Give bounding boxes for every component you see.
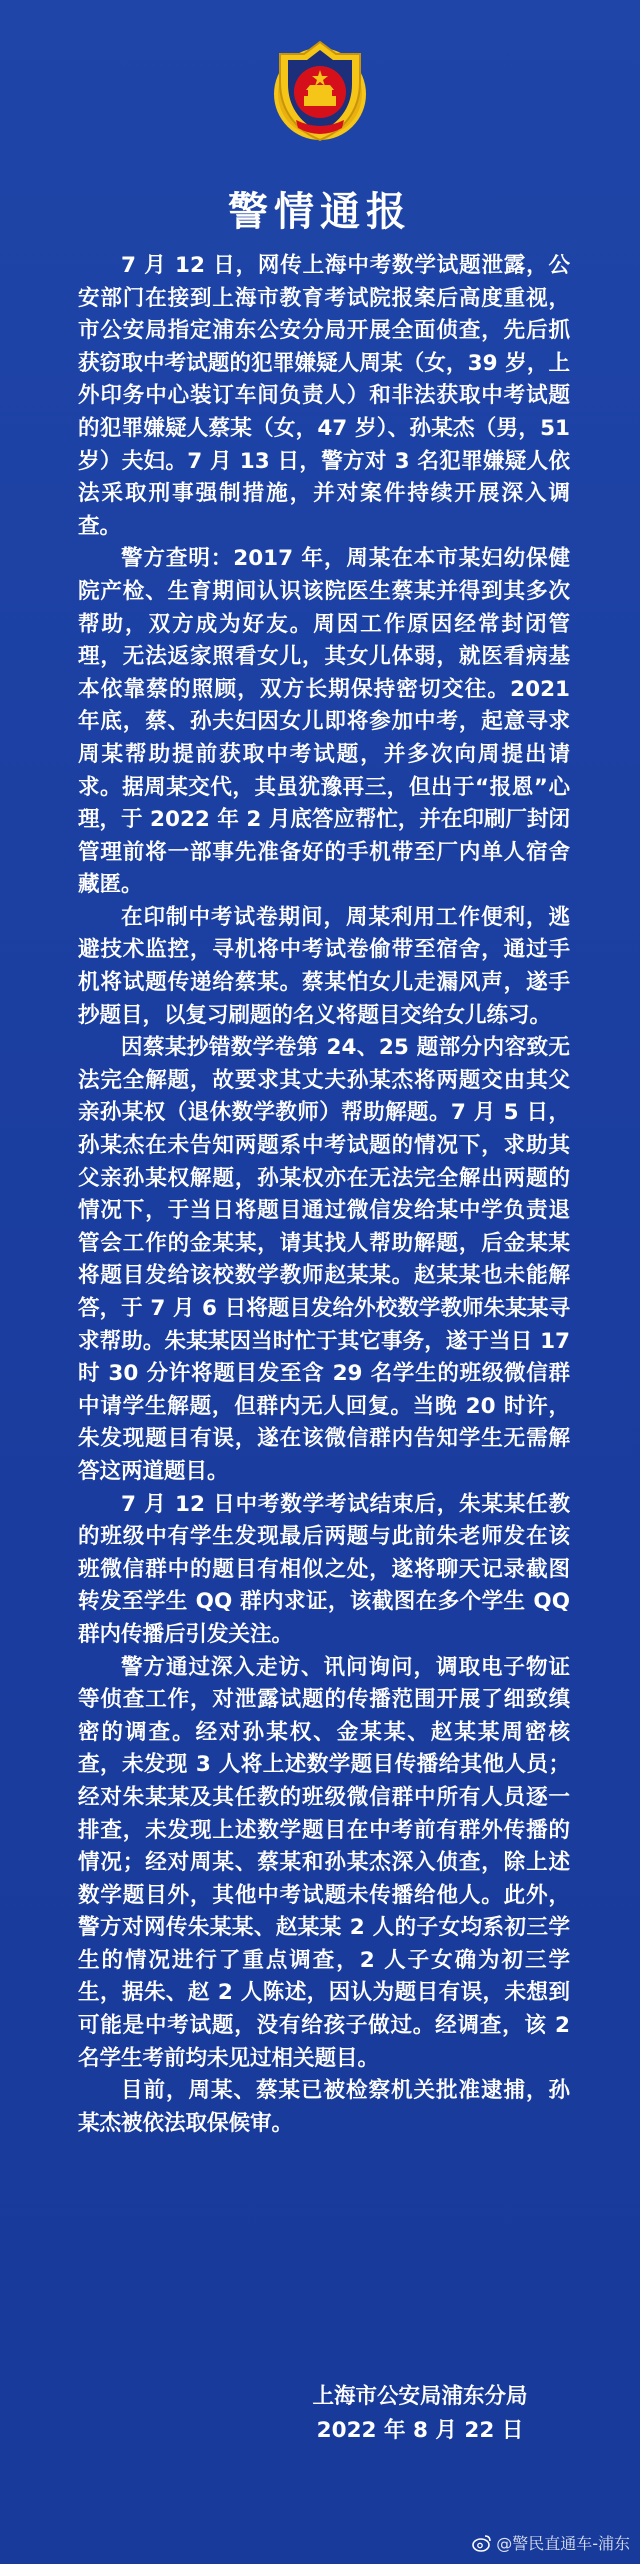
- watermark: [472, 2531, 630, 2554]
- paragraph: 目前，周某、蔡某已被检察机关批准逮捕，孙某杰被依法取保候审。: [78, 2078, 570, 2136]
- signature-block: [260, 2380, 580, 2448]
- paragraph: 警方通过深入走访、讯问询问，调取电子物证等侦查工作，对泄露试题的传播范围开展了细致缜密的调查。经对孙某权、金某某、赵某某周密核查，未发现 3 人将上述数学题目传播给其他人员；经对朱某某及其任教的班级微信群中所有人员逐一排查，未发现上述数学题目在中考前有群外传播的情况；经对周某、蔡某和孙某杰深入侦查，除上述数学题目外，其他中考试题未传播给他人。此外，警方对网传朱某某、赵某某 2 人的子女均系初三学生的情况进行了重点调查，2 人子女确为初三学生，据朱、赵 2 人陈述，因认为题目有误，未想到可能是中考试题，没有给孩子做过。经调查，该 2 名学生考前均未见过相关题目。: [78, 1654, 570, 2071]
- paragraph: 7 月 12 日中考数学考试结束后，朱某某任教的班级中有学生发现最后两题与此前朱老师发在该班微信群中的题目有相似之处，遂将聊天记录截图转发至学生 QQ 群内求证，该截图在多个学生 QQ 群内传播后引发关注。: [78, 1491, 570, 1647]
- police-emblem-icon: [264, 36, 376, 148]
- page-title: 警情通报: [228, 189, 412, 235]
- weibo-icon: [472, 2533, 492, 2553]
- signature-org: 上海市公安局浦东分局: [312, 2384, 528, 2409]
- notice-body: [78, 250, 570, 2140]
- signature-date: 2022 年 8 月 22 日: [316, 2418, 524, 2443]
- paragraph: 因蔡某抄错数学卷第 24、25 题部分内容致无法完全解题，故要求其丈夫孙某杰将两题交由其父亲孙某权（退休数学教师）帮助解题。7 月 5 日，孙某杰在未告知两题系中考试题的情况下，求助其父亲孙某权解题，孙某权亦在无法完全解出两题的情况下，于当日将题目通过微信发给某中学负责退管会工作的金某某，请其找人帮助解题，后金某某将题目发给该校数学教师赵某某。赵某某也未能解答，于 7 月 6 日将题目发给外校数学教师朱某某寻求帮助。朱某某因当时忙于其它事务，遂于当日 17 时 30 分许将题目发至含 29 名学生的班级微信群中请学生解题，但群内无人回复。当晚 20 时许，朱发现题目有误，遂在该微信群内告知学生无需解答这两道题目。: [78, 1035, 570, 1484]
- paragraph: 7 月 12 日，网传上海中考数学试题泄露，公安部门在接到上海市教育考试院报案后高度重视，市公安局指定浦东公安分局开展全面侦查，先后抓获窃取中考试题的犯罪嫌疑人周某（女，39 岁，上外印务中心装订车间负责人）和非法获取中考试题的犯罪嫌疑人蔡某（女，47 岁）、孙某杰（男，51 岁）夫妇。7 月 13 日，警方对 3 名犯罪嫌疑人依法采取刑事强制措施，并对案件持续开展深入调查。: [78, 253, 570, 539]
- watermark-text: @警民直通车-浦东: [496, 2534, 630, 2553]
- paragraph: 在印制中考试卷期间，周某利用工作便利，逃避技术监控，寻机将中考试卷偷带至宿舍，通过手机将试题传递给蔡某。蔡某怕女儿走漏风声，遂手抄题目，以复习刷题的名义将题目交给女儿练习。: [78, 904, 570, 1028]
- paragraph: 警方查明：2017 年，周某在本市某妇幼保健院产检、生育期间认识该院医生蔡某并得到其多次帮助，双方成为好友。周因工作原因经常封闭管理，无法返家照看女儿，其女儿体弱，就医看病基本依靠蔡的照顾，双方长期保持密切交往。2021 年底，蔡、孙夫妇因女儿即将参加中考，起意寻求周某帮助提前获取中考试题，并多次向周提出请求。据周某交代，其虽犹豫再三，但出于“报恩”心理，于 2022 年 2 月底答应帮忙，并在印刷厂封闭管理前将一部事先准备好的手机带至厂内单人宿舍藏匿。: [78, 546, 570, 898]
